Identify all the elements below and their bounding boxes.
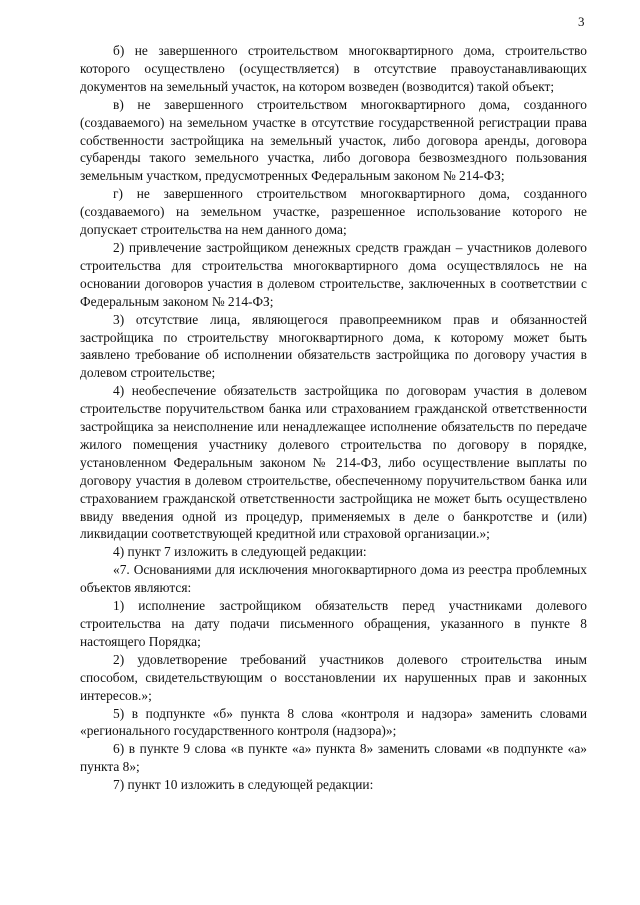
paragraph-clause-7: «7. Основаниями для исключения многоквартирного дома из реестра проблемных объектов являются: (80, 562, 587, 596)
paragraph-amendment-4: 4) пункт 7 изложить в следующей редакции: (113, 544, 367, 560)
paragraph-amendment-6: 6) в пункте 9 слова «в пункте «а» пункта 8» заменить словами «в подпункте «а» пункта 8»; (80, 741, 587, 775)
paragraph-amendment-5: 5) в подпункте «б» пункта 8 слова «контроля и надзора» заменить словами «регионального государственного контроля (надзора)»; (80, 705, 587, 739)
paragraph-item-4: 4) необеспечение обязательств застройщика по договорам участия в долевом строительстве поручительством банка или страхованием гражданской ответственности застройщика за неисполнение или ненадлежащее исполнение обязательств по передаче жилого помещения участнику долевого строительства по договору в порядке, установленном Федеральным законом № 214-ФЗ, либо осуществление выплаты по договору участия в долевом строительстве, обеспеченному поручительством банка или страхованием гражданской ответственности застройщика не может быть осуществлено ввиду введения одной из процедур, применяемых в деле о банкротстве и (или) ликвидации соответствующей кредитной или страховой организации.»; (80, 383, 587, 542)
paragraph-subitem-g: г) не завершенного строительством многоквартирного дома, созданного (создаваемого) на земельном участке, разрешенное использование которого не допускает строительства на нем данного дома; (80, 186, 587, 238)
paragraph-item-2: 2) привлечение застройщиком денежных средств граждан – участников долевого строительства для строительства многоквартирного дома осуществлялось не на основании договоров участия в долевом строительстве, заключенных в соответствии с Федеральным законом № 214-ФЗ; (80, 239, 587, 309)
document-body (80, 42, 587, 794)
paragraph-subitem-v: в) не завершенного строительством многоквартирного дома, созданного (создаваемого) на земельном участке в отсутствие государственной регистрации права собственности застройщика на земельный участок, либо договора аренды, договора субаренды такого земельного участка, либо договора безвозмездного пользования земельным участком, предусмотренных Федеральным законом № 214-ФЗ; (80, 96, 587, 184)
paragraph-clause-7-item-2: 2) удовлетворение требований участников долевого строительства иным способом, свидетельствующим о восстановлении их нарушенных прав и законных интересов.»; (80, 651, 587, 703)
paragraph-item-3: 3) отсутствие лица, являющегося правопреемником прав и обязанностей застройщика по строительству многоквартирного дома, к которому может быть заявлено требование об исполнении обязательств застройщика по договору участия в долевом строительстве; (80, 311, 587, 381)
page-number: 3 (578, 14, 585, 29)
paragraph-clause-7-item-1: 1) исполнение застройщиком обязательств перед участниками долевого строительства на дату подачи письменного обращения, указанного в пункте 8 настоящего Порядка; (80, 598, 587, 649)
paragraph-amendment-7: 7) пункт 10 изложить в следующей редакции: (113, 777, 374, 793)
paragraph-subitem-b: б) не завершенного строительством многоквартирного дома, строительство которого осуществлено (осуществляется) в отсутствие правоустанавливающих документов на земельный участок, на котором возведен (возводится) такой объект; (80, 43, 587, 94)
